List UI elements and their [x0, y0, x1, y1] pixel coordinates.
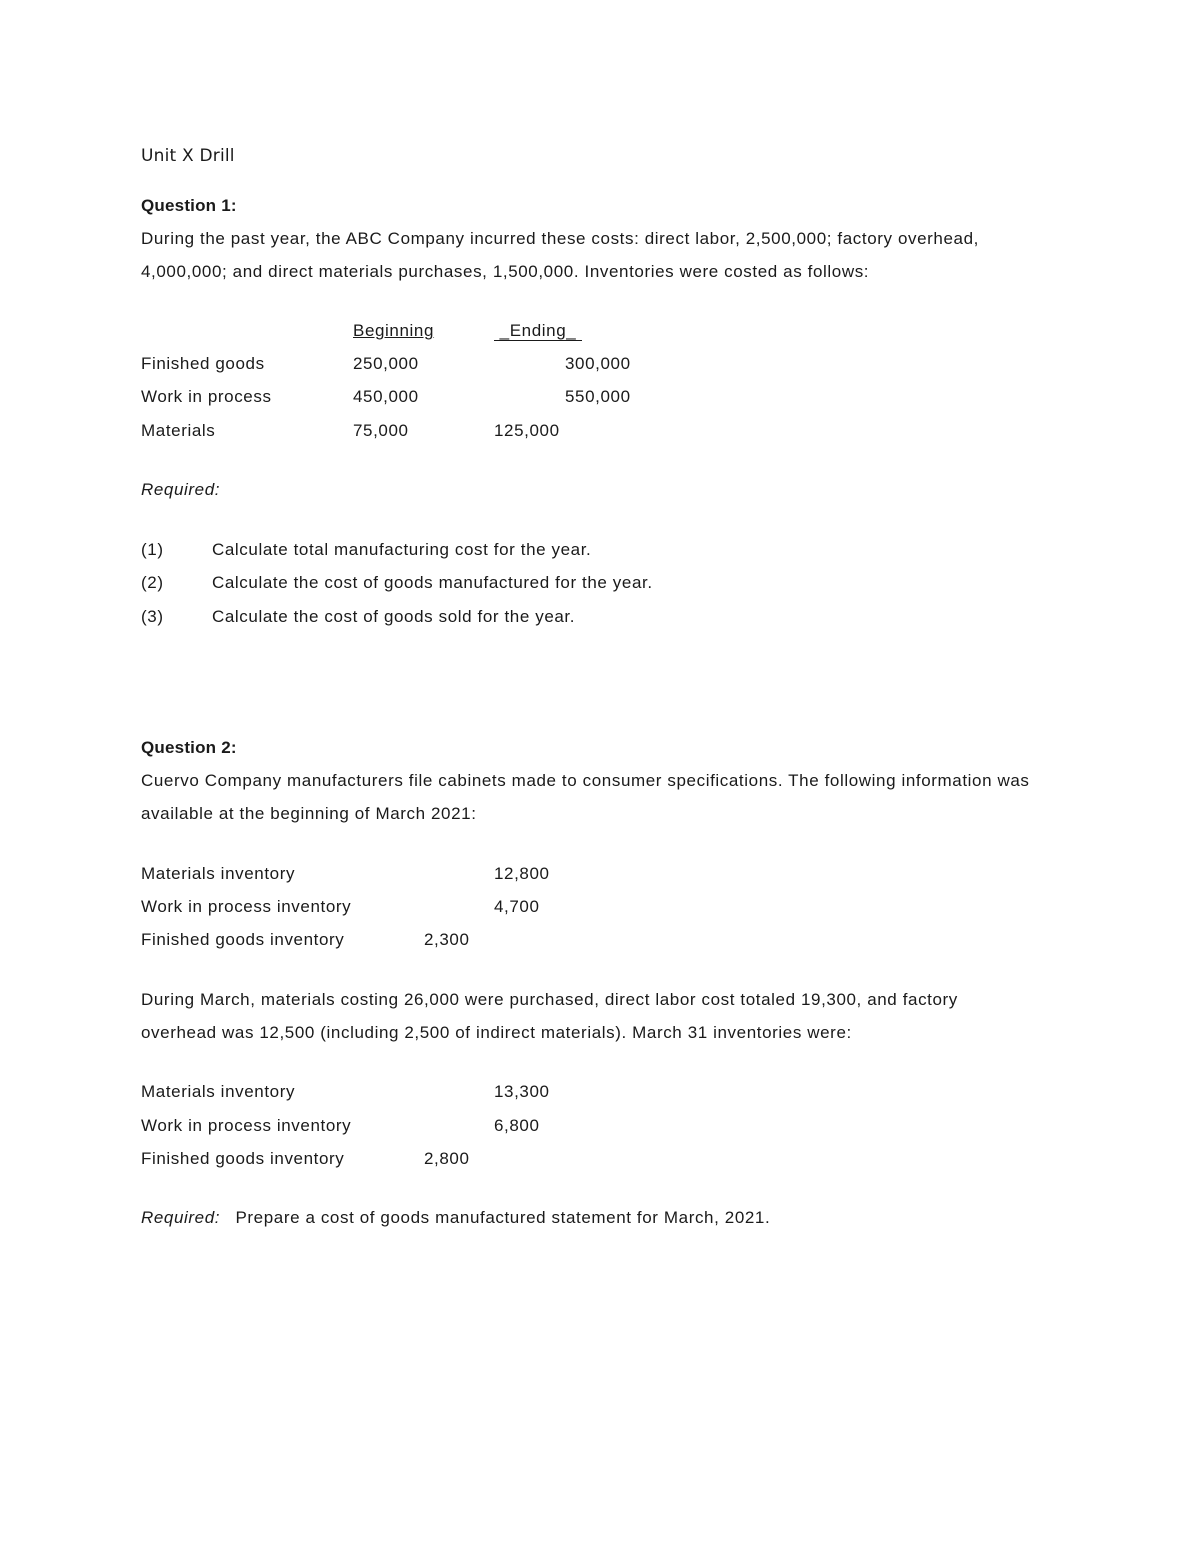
list-item-text: Calculate the cost of goods manufactured for the year.: [212, 573, 653, 592]
question-1-heading: Question 1:: [141, 196, 237, 215]
table-row-label: Materials: [141, 421, 216, 440]
required-label-q2: Required:: [141, 1208, 221, 1227]
inventory-label: Materials inventory: [141, 864, 296, 883]
column-header-ending: [494, 321, 582, 341]
list-item-number: (1): [141, 540, 164, 559]
inventory-value: 12,800: [494, 864, 550, 883]
paragraph-line: During the past year, the ABC Company incurred these costs: direct labor, 2,500,000; factory overhead,: [141, 229, 979, 248]
inventory-value: 2,300: [424, 930, 470, 949]
list-item-number: (3): [141, 607, 164, 626]
table-cell-beginning: 450,000: [353, 387, 419, 406]
table-row-label: Work in process: [141, 387, 272, 406]
paragraph-line: During March, materials costing 26,000 were purchased, direct labor cost totaled 19,300, and factory: [141, 990, 958, 1009]
inventory-label: Materials inventory: [141, 1082, 296, 1101]
paragraph-line: 4,000,000; and direct materials purchases, 1,500,000. Inventories were costed as follows:: [141, 262, 870, 281]
page-title: Unit X Drill: [141, 146, 235, 166]
inventory-value: 6,800: [494, 1116, 540, 1135]
inventory-label: Finished goods inventory: [141, 1149, 345, 1168]
paragraph-line: overhead was 12,500 (including 2,500 of indirect materials). March 31 inventories were:: [141, 1023, 852, 1042]
column-header-beginning: Beginning: [353, 321, 435, 340]
table-cell-ending: 550,000: [565, 387, 631, 406]
paragraph-line: Cuervo Company manufacturers file cabinets made to consumer specifications. The following information was: [141, 771, 1030, 790]
question-2-paragraph-2: [141, 983, 1001, 1049]
question-2-heading: Question 2:: [141, 738, 237, 757]
paragraph-line: available at the beginning of March 2021:: [141, 804, 477, 823]
inventory-value: 4,700: [494, 897, 540, 916]
table-row-label: Finished goods: [141, 354, 265, 373]
column-header-ending-label: _Ending_: [499, 321, 577, 340]
table-cell-beginning: 250,000: [353, 354, 419, 373]
required-label-q1: Required:: [141, 480, 221, 499]
list-item-text: Calculate the cost of goods sold for the year.: [212, 607, 576, 626]
list-item-number: (2): [141, 573, 164, 592]
table-cell-beginning: 75,000: [353, 421, 409, 440]
inventory-label: Work in process inventory: [141, 897, 352, 916]
table-cell-ending: 300,000: [565, 354, 631, 373]
list-item-text: Calculate total manufacturing cost for the year.: [212, 540, 592, 559]
inventory-label: Finished goods inventory: [141, 930, 345, 949]
required-text-q2: Prepare a cost of goods manufactured statement for March, 2021.: [235, 1208, 771, 1227]
question-2-paragraph-1: [141, 764, 1053, 830]
required-line-q2: [141, 1208, 770, 1228]
inventory-label: Work in process inventory: [141, 1116, 352, 1135]
table-cell-ending: 125,000: [494, 421, 560, 440]
inventory-value: 13,300: [494, 1082, 550, 1101]
inventory-value: 2,800: [424, 1149, 470, 1168]
question-1-paragraph: [141, 222, 1053, 288]
